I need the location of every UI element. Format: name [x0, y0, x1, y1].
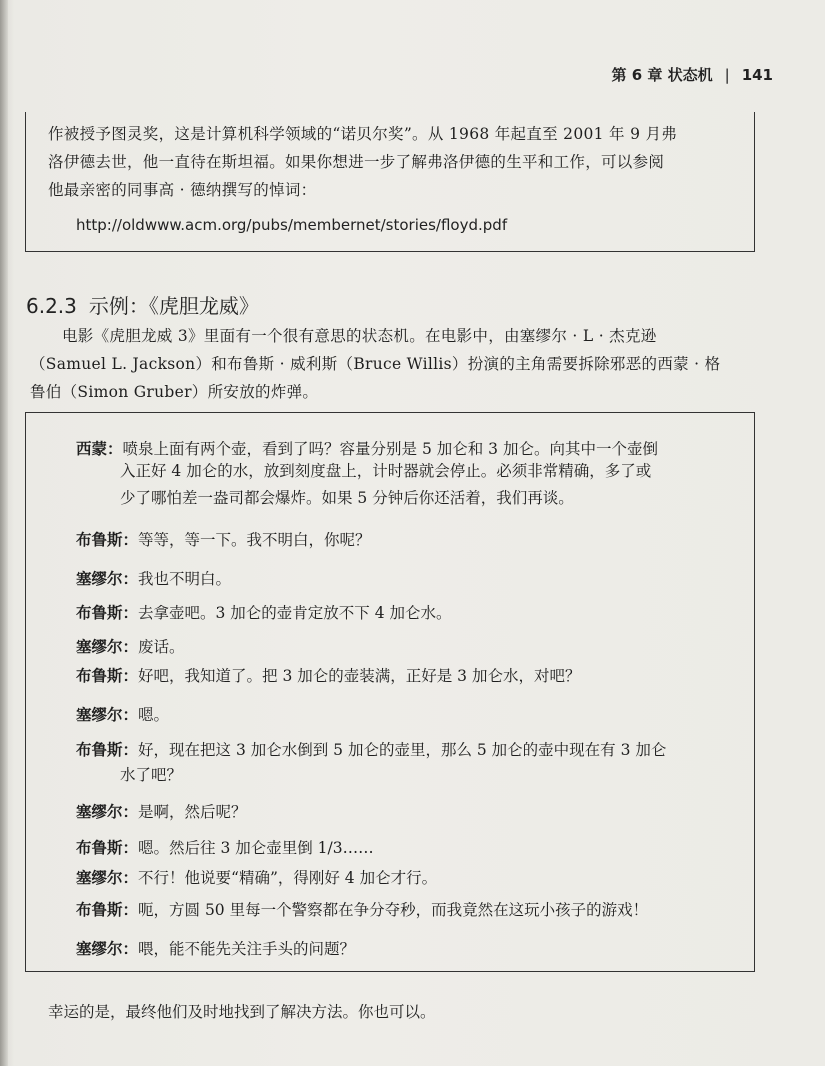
dialogue-line [76, 437, 658, 459]
dialogue-line [76, 937, 355, 959]
dialogue-text: 废话。 [138, 638, 185, 656]
speaker-name: 布鲁斯： [76, 838, 139, 857]
intro-line: 电影《虎胆龙威 3》里面有一个很有意思的状态机。在电影中，由塞缪尔 · L · 杰克逊 [62, 327, 657, 345]
dialogue-line [76, 738, 666, 760]
dialogue-line [76, 898, 648, 920]
speaker-name: 塞缪尔： [76, 868, 139, 887]
dialogue-text: 不行！他说要“精确”，得刚好 4 加仑才行。 [138, 869, 438, 887]
section-title: 示例：《虎胆龙威》 [88, 294, 259, 318]
dialogue-line [76, 836, 374, 858]
book-binding-shadow [0, 0, 8, 1066]
running-header [612, 64, 773, 85]
intro-line: （Samuel L. Jackson）和布鲁斯 · 威利斯（Bruce Willis）扮演的主角需要拆除邪恶的西蒙 · 格 [30, 355, 721, 373]
section-number: 6.2.3 [26, 294, 77, 318]
dialogue-continuation: 少了哪怕差一盎司都会爆炸。如果 5 分钟后你还活着，我们再谈。 [120, 489, 574, 507]
speaker-name: 塞缪尔： [76, 939, 139, 958]
dialogue-text: 去拿壶吧。3 加仑的壶肯定放不下 4 加仑水。 [138, 604, 452, 622]
dialogue-text: 喂，能不能先关注手头的问题？ [138, 940, 356, 958]
page-number: 141 [741, 66, 773, 84]
dialogue-text: 呃，方圆 50 里每一个警察都在争分夺秒，而我竟然在这玩小孩子的游戏！ [138, 901, 649, 919]
dialogue-text: 是啊，然后呢？ [138, 803, 247, 821]
dialogue-text: 嗯。 [138, 706, 170, 724]
sidebar-line: 作被授予图灵奖，这是计算机科学领域的“诺贝尔奖”。从 1968 年起直至 2001 年 9 月弗 [48, 125, 678, 143]
dialogue-line [76, 528, 371, 550]
dialogue-text: 好吧，我知道了。把 3 加仑的壶装满，正好是 3 加仑水，对吧？ [138, 667, 581, 685]
dialogue-line [76, 567, 231, 589]
speaker-name: 西蒙： [76, 439, 123, 458]
intro-line: 鲁伯（Simon Gruber）所安放的炸弹。 [30, 383, 319, 401]
speaker-name: 布鲁斯： [76, 603, 139, 622]
dialogue-text: 等等，等一下。我不明白，你呢？ [138, 531, 371, 549]
dialogue-line [76, 703, 169, 725]
sidebar-line: 他最亲密的同事高 · 德纳撰写的悼词： [48, 181, 317, 199]
dialogue-line [76, 664, 580, 686]
speaker-name: 布鲁斯： [76, 740, 139, 759]
dialogue-line [76, 800, 247, 822]
eulogy-url: http://oldwww.acm.org/pubs/membernet/stories/floyd.pdf [76, 216, 508, 234]
dialogue-text: 喷泉上面有两个壶，看到了吗？容量分别是 5 加仑和 3 加仑。向其中一个壶倒 [122, 440, 658, 458]
dialogue-text: 我也不明白。 [138, 570, 232, 588]
speaker-name: 塞缪尔： [76, 705, 139, 724]
closing-paragraph: 幸运的是，最终他们及时地找到了解决方法。你也可以。 [48, 1003, 436, 1021]
dialogue-text: 好，现在把这 3 加仑水倒到 5 加仑的壶里，那么 5 加仑的壶中现在有 3 加仑 [138, 741, 667, 759]
dialogue-line [76, 635, 185, 657]
dialogue-line [76, 601, 452, 623]
dialogue-continuation: 入正好 4 加仑的水，放到刻度盘上，计时器就会停止。必须非常精确，多了或 [120, 462, 652, 480]
speaker-name: 塞缪尔： [76, 569, 139, 588]
chapter-title: 第 6 章 状态机 [611, 66, 713, 84]
section-heading [26, 290, 259, 319]
speaker-name: 布鲁斯： [76, 900, 139, 919]
dialogue-continuation: 水了吧？ [120, 766, 183, 784]
speaker-name: 布鲁斯： [76, 530, 139, 549]
sidebar-line: 洛伊德去世，他一直待在斯坦福。如果你想进一步了解弗洛伊德的生平和工作，可以参阅 [48, 153, 665, 171]
header-separator: | [724, 66, 730, 84]
dialogue-line [76, 866, 437, 888]
speaker-name: 塞缪尔： [76, 637, 139, 656]
speaker-name: 塞缪尔： [76, 802, 139, 821]
speaker-name: 布鲁斯： [76, 666, 139, 685]
dialogue-text: 嗯。然后往 3 加仑壶里倒 1/3…… [138, 839, 374, 857]
